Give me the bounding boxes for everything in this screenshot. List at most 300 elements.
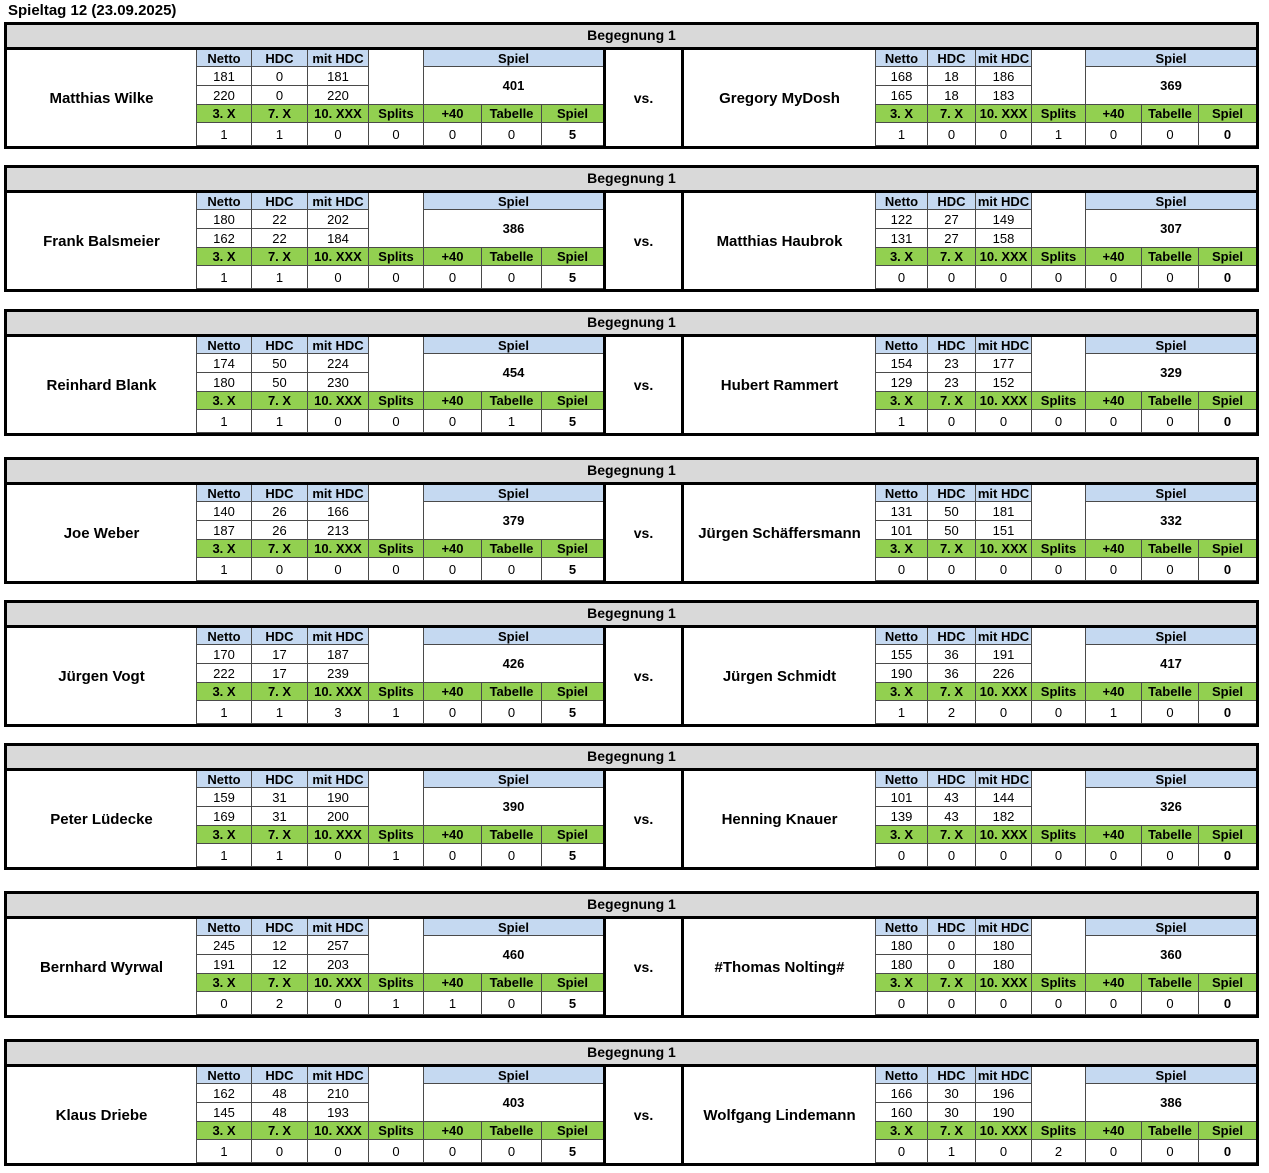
spiel-header: Spiel: [1085, 485, 1256, 502]
seventh-x-header: 7. X: [251, 105, 307, 123]
seventh-x-value: 1: [251, 123, 307, 146]
plus40-header: +40: [423, 105, 481, 123]
spiel-points-header: Spiel: [1198, 1122, 1256, 1140]
spiel-points-value: 0: [1198, 701, 1256, 724]
total-score: 390: [423, 788, 603, 826]
tabelle-value: 0: [481, 992, 541, 1015]
plus40-header: +40: [423, 248, 481, 266]
netto-header: Netto: [875, 1067, 927, 1084]
total-score: 386: [1085, 1084, 1256, 1122]
tabelle-header: Tabelle: [481, 105, 541, 123]
plus40-header: +40: [423, 974, 481, 992]
splits-header: Splits: [368, 683, 423, 701]
netto-value: 165: [875, 86, 927, 105]
netto-value: 160: [875, 1103, 927, 1122]
hdc-value: 31: [251, 807, 307, 826]
seventh-x-value: 0: [927, 123, 975, 146]
splits-value: 0: [368, 410, 423, 433]
netto-value: 140: [196, 502, 251, 521]
spiel-points-value: 5: [541, 844, 603, 867]
tenth-xxx-header: 10. XXX: [975, 1122, 1031, 1140]
tenth-xxx-value: 0: [975, 992, 1031, 1015]
splits-header: Splits: [1031, 540, 1085, 558]
netto-value: 129: [875, 373, 927, 392]
mit-hdc-header: mit HDC: [975, 337, 1031, 354]
player1-name: Frank Balsmeier: [43, 232, 160, 250]
third-x-header: 3. X: [875, 683, 927, 701]
spiel-points-value: 5: [541, 701, 603, 724]
tabelle-header: Tabelle: [481, 826, 541, 844]
netto-header: Netto: [196, 50, 251, 67]
third-x-value: 1: [196, 558, 251, 581]
hdc-header: HDC: [927, 50, 975, 67]
spiel-points-value: 5: [541, 266, 603, 289]
blank-cell: [1031, 919, 1085, 974]
total-score: 369: [1085, 67, 1256, 105]
hdc-value: 43: [927, 788, 975, 807]
spiel-header: Spiel: [423, 50, 603, 67]
spiel-header: Spiel: [423, 485, 603, 502]
hdc-value: 26: [251, 521, 307, 540]
seventh-x-value: 0: [927, 844, 975, 867]
seventh-x-header: 7. X: [927, 105, 975, 123]
seventh-x-value: 0: [251, 1140, 307, 1163]
total-score: 426: [423, 645, 603, 683]
third-x-header: 3. X: [196, 248, 251, 266]
spiel-points-header: Spiel: [541, 826, 603, 844]
third-x-header: 3. X: [196, 392, 251, 410]
tenth-xxx-header: 10. XXX: [307, 105, 368, 123]
third-x-header: 3. X: [875, 105, 927, 123]
splits-header: Splits: [368, 105, 423, 123]
tabelle-header: Tabelle: [1141, 392, 1198, 410]
netto-value: 245: [196, 936, 251, 955]
netto-value: 180: [196, 210, 251, 229]
spiel-points-header: Spiel: [1198, 540, 1256, 558]
tabelle-header: Tabelle: [481, 392, 541, 410]
total-score: 326: [1085, 788, 1256, 826]
match-block: [4, 309, 1259, 436]
netto-value: 159: [196, 788, 251, 807]
total-score: 454: [423, 354, 603, 392]
netto-header: Netto: [196, 485, 251, 502]
player2-name: Gregory MyDosh: [719, 89, 840, 107]
hdc-value: 30: [927, 1103, 975, 1122]
splits-value: 0: [1031, 410, 1085, 433]
hdc-value: 36: [927, 664, 975, 683]
hdc-value: 27: [927, 229, 975, 248]
mit-hdc-header: mit HDC: [307, 771, 368, 788]
tabelle-header: Tabelle: [1141, 683, 1198, 701]
spiel-header: Spiel: [423, 337, 603, 354]
plus40-value: 0: [1085, 1140, 1141, 1163]
spiel-header: Spiel: [1085, 50, 1256, 67]
blank-cell: [368, 628, 423, 683]
plus40-value: 0: [423, 266, 481, 289]
splits-header: Splits: [1031, 1122, 1085, 1140]
mit-hdc-value: 200: [307, 807, 368, 826]
total-score: 379: [423, 502, 603, 540]
seventh-x-value: 0: [251, 558, 307, 581]
tenth-xxx-header: 10. XXX: [307, 392, 368, 410]
p1-score-grid: [196, 628, 603, 724]
third-x-value: 1: [196, 844, 251, 867]
seventh-x-value: 0: [927, 266, 975, 289]
spiel-points-value: 5: [541, 1140, 603, 1163]
spiel-points-header: Spiel: [541, 248, 603, 266]
p2-score-grid: [875, 771, 1256, 867]
hdc-value: 50: [251, 354, 307, 373]
splits-value: 0: [1031, 266, 1085, 289]
tabelle-header: Tabelle: [1141, 540, 1198, 558]
seventh-x-header: 7. X: [251, 683, 307, 701]
seventh-x-header: 7. X: [927, 974, 975, 992]
mit-hdc-header: mit HDC: [307, 193, 368, 210]
plus40-header: +40: [423, 540, 481, 558]
match-block: [4, 165, 1259, 292]
tabelle-header: Tabelle: [1141, 1122, 1198, 1140]
blank-cell: [1031, 337, 1085, 392]
plus40-value: 0: [423, 558, 481, 581]
third-x-header: 3. X: [196, 974, 251, 992]
netto-header: Netto: [196, 193, 251, 210]
mit-hdc-header: mit HDC: [307, 919, 368, 936]
hdc-header: HDC: [251, 485, 307, 502]
hdc-header: HDC: [927, 485, 975, 502]
netto-value: 180: [875, 936, 927, 955]
netto-header: Netto: [875, 628, 927, 645]
netto-value: 187: [196, 521, 251, 540]
seventh-x-header: 7. X: [927, 540, 975, 558]
tabelle-header: Tabelle: [1141, 826, 1198, 844]
blank-cell: [368, 1067, 423, 1122]
third-x-header: 3. X: [875, 974, 927, 992]
hdc-header: HDC: [927, 628, 975, 645]
seventh-x-header: 7. X: [927, 248, 975, 266]
mit-hdc-value: 220: [307, 86, 368, 105]
tenth-xxx-header: 10. XXX: [307, 248, 368, 266]
seventh-x-value: 2: [927, 701, 975, 724]
tenth-xxx-header: 10. XXX: [975, 248, 1031, 266]
match-title: Begegnung 1: [7, 746, 1256, 771]
player2-name: Jürgen Schäffersmann: [698, 524, 861, 542]
netto-value: 162: [196, 1084, 251, 1103]
plus40-value: 0: [423, 1140, 481, 1163]
seventh-x-header: 7. X: [251, 974, 307, 992]
mit-hdc-header: mit HDC: [975, 1067, 1031, 1084]
plus40-value: 0: [1085, 558, 1141, 581]
seventh-x-value: 1: [251, 410, 307, 433]
p2-score-grid: [875, 50, 1256, 146]
netto-value: 222: [196, 664, 251, 683]
tabelle-value: 0: [1141, 410, 1198, 433]
netto-value: 181: [196, 67, 251, 86]
seventh-x-header: 7. X: [927, 683, 975, 701]
spiel-points-value: 0: [1198, 1140, 1256, 1163]
hdc-value: 12: [251, 955, 307, 974]
seventh-x-value: 0: [927, 558, 975, 581]
netto-header: Netto: [875, 771, 927, 788]
plus40-header: +40: [423, 1122, 481, 1140]
splits-value: 0: [368, 266, 423, 289]
tabelle-value: 0: [1141, 266, 1198, 289]
splits-header: Splits: [368, 248, 423, 266]
plus40-header: +40: [1085, 105, 1141, 123]
third-x-value: 1: [875, 410, 927, 433]
page-title: Spieltag 12 (23.09.2025): [8, 2, 177, 19]
netto-value: 170: [196, 645, 251, 664]
netto-header: Netto: [196, 919, 251, 936]
plus40-header: +40: [423, 392, 481, 410]
mit-hdc-value: 226: [975, 664, 1031, 683]
blank-cell: [368, 485, 423, 540]
total-score: 417: [1085, 645, 1256, 683]
spiel-points-value: 0: [1198, 558, 1256, 581]
hdc-header: HDC: [251, 337, 307, 354]
spiel-header: Spiel: [423, 771, 603, 788]
hdc-value: 48: [251, 1103, 307, 1122]
blank-cell: [1031, 485, 1085, 540]
total-score: 460: [423, 936, 603, 974]
seventh-x-header: 7. X: [251, 392, 307, 410]
netto-value: 162: [196, 229, 251, 248]
spiel-header: Spiel: [423, 628, 603, 645]
hdc-header: HDC: [927, 771, 975, 788]
hdc-value: 31: [251, 788, 307, 807]
vs-label: vs.: [603, 628, 684, 724]
seventh-x-value: 1: [927, 1140, 975, 1163]
p1-score-grid: [196, 1067, 603, 1163]
total-score: 307: [1085, 210, 1256, 248]
splits-value: 0: [368, 558, 423, 581]
match-body: [7, 50, 1256, 146]
spiel-header: Spiel: [1085, 1067, 1256, 1084]
vs-label: vs.: [603, 193, 684, 289]
player1-name: Bernhard Wyrwal: [39, 958, 164, 976]
spiel-points-header: Spiel: [541, 974, 603, 992]
total-score: 401: [423, 67, 603, 105]
spiel-header: Spiel: [423, 1067, 603, 1084]
seventh-x-value: 1: [251, 701, 307, 724]
player1-name: Reinhard Blank: [46, 376, 157, 394]
spiel-points-value: 0: [1198, 992, 1256, 1015]
hdc-value: 23: [927, 373, 975, 392]
spiel-points-header: Spiel: [541, 683, 603, 701]
tabelle-value: 0: [1141, 844, 1198, 867]
spiel-points-header: Spiel: [1198, 105, 1256, 123]
seventh-x-header: 7. X: [251, 1122, 307, 1140]
netto-value: 122: [875, 210, 927, 229]
tabelle-value: 0: [1141, 1140, 1198, 1163]
netto-value: 169: [196, 807, 251, 826]
spiel-points-value: 5: [541, 410, 603, 433]
blank-cell: [1031, 50, 1085, 105]
tabelle-value: 0: [481, 266, 541, 289]
mit-hdc-value: 187: [307, 645, 368, 664]
splits-value: 0: [1031, 701, 1085, 724]
match-body: [7, 193, 1256, 289]
seventh-x-header: 7. X: [927, 1122, 975, 1140]
tabelle-header: Tabelle: [481, 248, 541, 266]
match-body: [7, 919, 1256, 1015]
hdc-value: 48: [251, 1084, 307, 1103]
player1-name: Jürgen Vogt: [58, 667, 145, 685]
third-x-value: 0: [196, 992, 251, 1015]
splits-value: 0: [368, 123, 423, 146]
splits-value: 0: [1031, 558, 1085, 581]
netto-value: 139: [875, 807, 927, 826]
plus40-header: +40: [423, 683, 481, 701]
mit-hdc-header: mit HDC: [975, 485, 1031, 502]
netto-header: Netto: [875, 193, 927, 210]
netto-header: Netto: [196, 771, 251, 788]
hdc-value: 50: [927, 502, 975, 521]
mit-hdc-value: 230: [307, 373, 368, 392]
seventh-x-value: 0: [927, 992, 975, 1015]
splits-value: 1: [368, 992, 423, 1015]
tenth-xxx-header: 10. XXX: [307, 683, 368, 701]
tabelle-value: 0: [1141, 992, 1198, 1015]
tabelle-value: 0: [1141, 558, 1198, 581]
third-x-value: 1: [196, 1140, 251, 1163]
total-score: 332: [1085, 502, 1256, 540]
tabelle-value: 1: [481, 410, 541, 433]
mit-hdc-header: mit HDC: [307, 628, 368, 645]
third-x-value: 0: [875, 992, 927, 1015]
total-score: 386: [423, 210, 603, 248]
mit-hdc-header: mit HDC: [307, 1067, 368, 1084]
mit-hdc-value: 210: [307, 1084, 368, 1103]
hdc-header: HDC: [251, 771, 307, 788]
spiel-points-header: Spiel: [541, 540, 603, 558]
splits-value: 1: [368, 844, 423, 867]
spiel-points-value: 5: [541, 992, 603, 1015]
p1-score-grid: [196, 919, 603, 1015]
third-x-value: 1: [196, 410, 251, 433]
spiel-points-value: 5: [541, 558, 603, 581]
netto-value: 180: [196, 373, 251, 392]
spiel-points-value: 0: [1198, 266, 1256, 289]
hdc-value: 23: [927, 354, 975, 373]
p2-score-grid: [875, 485, 1256, 581]
hdc-value: 0: [927, 936, 975, 955]
mit-hdc-value: 177: [975, 354, 1031, 373]
plus40-value: 0: [423, 410, 481, 433]
spiel-points-header: Spiel: [1198, 248, 1256, 266]
spiel-header: Spiel: [423, 919, 603, 936]
match-body: [7, 337, 1256, 433]
netto-value: 101: [875, 788, 927, 807]
mit-hdc-value: 186: [975, 67, 1031, 86]
third-x-header: 3. X: [196, 826, 251, 844]
mit-hdc-value: 239: [307, 664, 368, 683]
tabelle-value: 0: [481, 1140, 541, 1163]
plus40-header: +40: [1085, 540, 1141, 558]
third-x-header: 3. X: [875, 540, 927, 558]
hdc-value: 50: [251, 373, 307, 392]
splits-header: Splits: [1031, 683, 1085, 701]
player2-name: Wolfgang Lindemann: [703, 1106, 856, 1124]
spiel-points-header: Spiel: [541, 392, 603, 410]
vs-label: vs.: [603, 771, 684, 867]
player2-name: Hubert Rammert: [720, 376, 839, 394]
spiel-header: Spiel: [1085, 628, 1256, 645]
match-title: Begegnung 1: [7, 460, 1256, 485]
seventh-x-value: 0: [927, 410, 975, 433]
netto-value: 168: [875, 67, 927, 86]
mit-hdc-value: 184: [307, 229, 368, 248]
tenth-xxx-header: 10. XXX: [307, 974, 368, 992]
splits-header: Splits: [1031, 974, 1085, 992]
mit-hdc-value: 166: [307, 502, 368, 521]
tenth-xxx-header: 10. XXX: [307, 1122, 368, 1140]
netto-header: Netto: [196, 1067, 251, 1084]
hdc-value: 0: [251, 67, 307, 86]
match-title: Begegnung 1: [7, 25, 1256, 50]
hdc-header: HDC: [927, 1067, 975, 1084]
netto-header: Netto: [196, 628, 251, 645]
netto-header: Netto: [875, 337, 927, 354]
netto-value: 174: [196, 354, 251, 373]
hdc-value: 17: [251, 645, 307, 664]
tabelle-value: 0: [481, 701, 541, 724]
third-x-header: 3. X: [196, 1122, 251, 1140]
p1-score-grid: [196, 485, 603, 581]
blank-cell: [368, 193, 423, 248]
netto-value: 101: [875, 521, 927, 540]
tenth-xxx-header: 10. XXX: [307, 826, 368, 844]
plus40-value: 1: [423, 992, 481, 1015]
player2-name: Henning Knauer: [721, 810, 838, 828]
hdc-value: 26: [251, 502, 307, 521]
hdc-value: 27: [927, 210, 975, 229]
plus40-header: +40: [1085, 248, 1141, 266]
seventh-x-header: 7. X: [251, 826, 307, 844]
match-title: Begegnung 1: [7, 312, 1256, 337]
tenth-xxx-header: 10. XXX: [975, 392, 1031, 410]
mit-hdc-value: 151: [975, 521, 1031, 540]
vs-label: vs.: [603, 337, 684, 433]
plus40-value: 0: [1085, 410, 1141, 433]
player1-name: Peter Lüdecke: [50, 810, 153, 828]
tabelle-header: Tabelle: [481, 683, 541, 701]
spiel-points-header: Spiel: [541, 105, 603, 123]
netto-value: 166: [875, 1084, 927, 1103]
plus40-header: +40: [1085, 683, 1141, 701]
plus40-value: 0: [1085, 992, 1141, 1015]
match-block: [4, 22, 1259, 149]
third-x-header: 3. X: [875, 248, 927, 266]
tenth-xxx-value: 0: [975, 1140, 1031, 1163]
plus40-value: 0: [423, 123, 481, 146]
spiel-points-header: Spiel: [1198, 683, 1256, 701]
mit-hdc-header: mit HDC: [307, 337, 368, 354]
tenth-xxx-value: 0: [307, 558, 368, 581]
tenth-xxx-header: 10. XXX: [975, 826, 1031, 844]
splits-header: Splits: [1031, 392, 1085, 410]
mit-hdc-value: 257: [307, 936, 368, 955]
spiel-points-header: Spiel: [1198, 826, 1256, 844]
match-title: Begegnung 1: [7, 1042, 1256, 1067]
third-x-header: 3. X: [875, 392, 927, 410]
tenth-xxx-value: 0: [975, 123, 1031, 146]
blank-cell: [368, 919, 423, 974]
tenth-xxx-value: 0: [975, 266, 1031, 289]
player1-name: Matthias Wilke: [49, 89, 154, 107]
tabelle-value: 0: [1141, 123, 1198, 146]
mit-hdc-value: 158: [975, 229, 1031, 248]
netto-value: 190: [875, 664, 927, 683]
